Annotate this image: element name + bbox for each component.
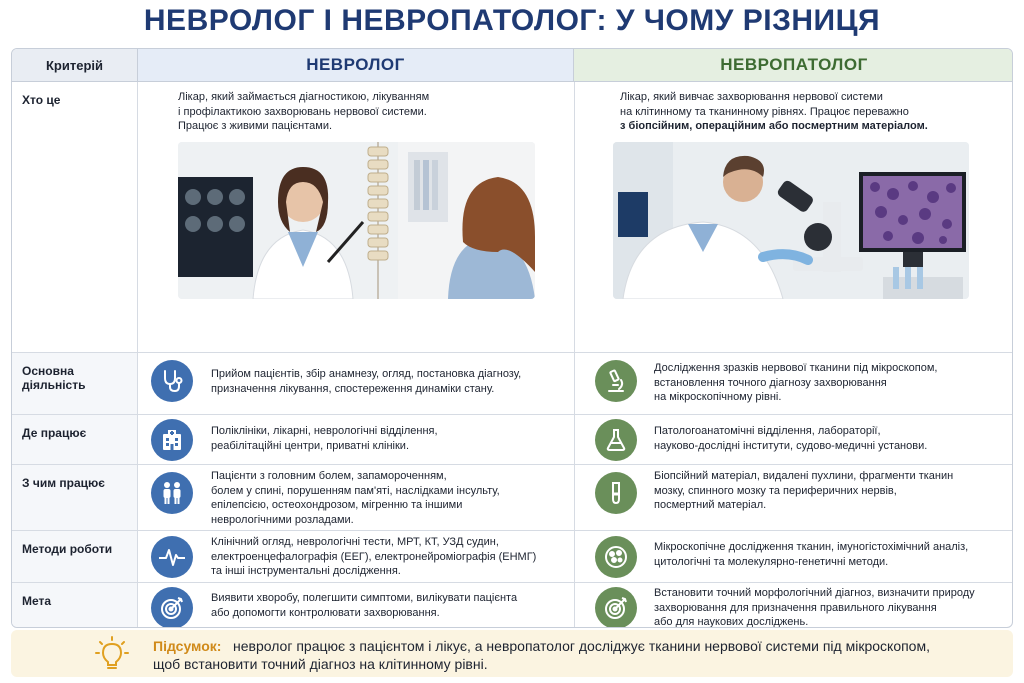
lightbulb-icon: [95, 636, 129, 677]
neurologist-photo: [178, 142, 535, 299]
neuro-works-with-text: Пацієнти з головним болем, запамороченням, болем у спині, порушенням пам'яті, наслідками інсульту, епілепсією, остеохондрозом, мігренню та іншими неврологічними розладами.: [211, 470, 500, 526]
row-methods: [12, 531, 1012, 583]
criterion-label: З чим працює: [12, 465, 138, 530]
microscope-icon: [595, 360, 637, 402]
test-tube-icon: [595, 472, 637, 514]
header-criterion: Критерій: [12, 49, 138, 82]
neuro-workplace-text: Поліклініки, лікарні, неврологічні відділення, реабілітаційні центри, приватні клініки.: [211, 425, 438, 452]
row-goal: [12, 583, 1012, 628]
criterion-label: Де працює: [12, 415, 138, 464]
criterion-label: Методи роботи: [12, 531, 138, 582]
neuro-goal-text: Виявити хворобу, полегшити симптоми, вилікувати пацієнта або допомогти контролювати захворювання.: [211, 592, 518, 619]
cells-icon: [595, 536, 637, 578]
comparison-table: [11, 48, 1013, 628]
row-activity: [12, 353, 1012, 415]
header-neuropathologist: НЕВРОПАТОЛОГ: [574, 49, 1013, 82]
row-workplace: [12, 415, 1012, 465]
page-title: НЕВРОЛОГ І НЕВРОПАТОЛОГ: У ЧОМУ РІЗНИЦЯ: [143, 4, 881, 37]
summary-text-line1: невролог працює з пацієнтом і лікує, а невропатолог досліджує тканини нервової системи під мікроскопом,: [233, 638, 930, 654]
criterion-label: Основна діяльність: [12, 353, 138, 414]
neuro-activity-text: Прийом пацієнтів, збір анамнезу, огляд, постановка діагнозу, призначення лікування, спостереження динаміки стану.: [211, 368, 522, 395]
path-activity-text: Дослідження зразків нервової тканини під мікроскопом, встановлення точного діагнозу захворювання на мікроскопічному рівні.: [654, 362, 938, 403]
summary-text-line2: щоб встановити точний діагноз на клітинному рівні.: [153, 656, 488, 672]
summary-label: Підсумок:: [153, 638, 222, 654]
target-icon: [595, 587, 637, 628]
path-methods-text: Мікроскопічне дослідження тканин, імуногістохімічний аналіз, цитологічні та молекулярно-генетичні методи.: [654, 541, 969, 568]
criterion-label: Хто це: [12, 82, 138, 352]
pulse-icon: [151, 536, 193, 578]
path-goal-text: Встановити точний морфологічний діагноз, визначити природу захворювання для призначення правильного лікування або для наукових досліджень.: [654, 587, 975, 628]
neuro-who-text: Лікар, який займається діагностикою, лікуванням і профілактикою захворювань нервової системи. Працює з живими пацієнтами.: [178, 91, 430, 132]
neuropathologist-photo: [613, 142, 969, 299]
hospital-icon: [151, 419, 193, 461]
header-neurologist: НЕВРОЛОГ: [138, 49, 574, 82]
path-workplace-text: Патологоанатомічні відділення, лабораторії, науково-дослідні інститути, судово-медичні установи.: [654, 425, 928, 452]
target-icon: [151, 587, 193, 628]
patients-icon: [151, 472, 193, 514]
summary-box: [11, 630, 1013, 677]
path-who-text: Лікар, який вивчає захворювання нервової системи на клітинному та тканинному рівнях. Працює переважно з біопсійним, операційним або посмертним матеріалом.: [620, 91, 928, 132]
flask-icon: [595, 419, 637, 461]
row-works-with: [12, 465, 1012, 531]
stethoscope-icon: [151, 360, 193, 402]
row-who: [12, 82, 1012, 353]
path-works-with-text: Біопсійний матеріал, видалені пухлини, фрагменти тканин мозку, спинного мозку та периферичних нервів, посмертний матеріал.: [654, 470, 954, 511]
neuro-methods-text: Клінічний огляд, неврологічні тести, МРТ, КТ, УЗД судин, електроенцефалографія (ЕЕГ), електронейроміографія (ЕНМГ) та інші інструментальні дослідження.: [211, 536, 537, 577]
criterion-label: Мета: [12, 583, 138, 628]
